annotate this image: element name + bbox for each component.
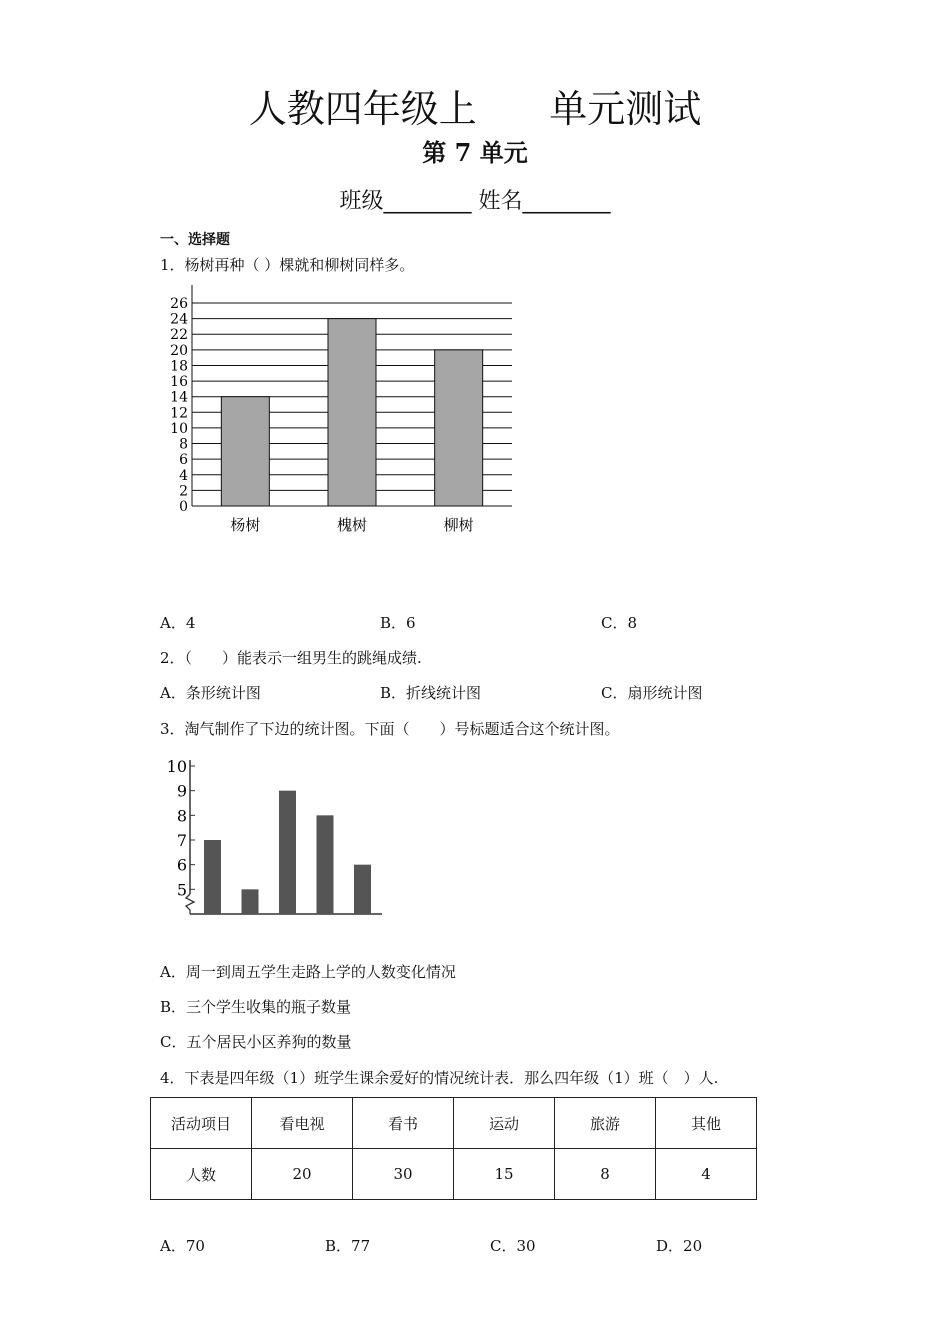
- broken-axis-bar-chart: [160, 752, 400, 927]
- class-name-line: 班级________ 姓名________: [339, 189, 611, 214]
- table-cell: 活动项目: [151, 1098, 252, 1149]
- table-cell: 旅游: [555, 1098, 656, 1149]
- bar: [279, 791, 296, 914]
- bar: [435, 350, 483, 506]
- bar: [354, 865, 371, 914]
- page-subtitle: 第 7 单元: [422, 138, 528, 167]
- table-cell: 20: [252, 1149, 353, 1200]
- page-title: 人教四年级上 单元测试: [248, 87, 702, 131]
- q2-option-a[interactable]: A．条形统计图: [160, 684, 261, 702]
- table-cell: 其他: [656, 1098, 757, 1149]
- x-tick-label: 杨树: [230, 516, 261, 534]
- table-cell: 看书: [353, 1098, 454, 1149]
- q4-option-d[interactable]: D．20: [656, 1237, 703, 1255]
- bar: [221, 397, 269, 506]
- y-tick-label: 18: [170, 358, 188, 375]
- y-tick-label: 6: [176, 855, 187, 875]
- table-header-row: [151, 1098, 757, 1149]
- bar: [242, 889, 259, 914]
- y-tick-label: 2: [179, 483, 188, 500]
- table-cell: 人数: [151, 1149, 252, 1200]
- bar: [204, 840, 221, 914]
- table-row: [151, 1149, 757, 1200]
- y-tick-label: 24: [170, 311, 188, 328]
- x-tick-label: 槐树: [336, 516, 368, 534]
- q4-option-a[interactable]: A．70: [160, 1237, 205, 1255]
- q4-option-c[interactable]: C．30: [490, 1237, 536, 1255]
- table-cell: 8: [555, 1149, 656, 1200]
- y-tick-label: 9: [176, 781, 187, 801]
- q2-option-c[interactable]: C．扇形统计图: [601, 684, 703, 702]
- hobby-stat-table: [150, 1097, 757, 1200]
- q3-option-a[interactable]: A．周一到周五学生走路上学的人数变化情况: [160, 963, 456, 981]
- question-1: 1．杨树再种（ ）棵就和柳树同样多。: [160, 256, 415, 274]
- y-tick-label: 10: [166, 757, 187, 776]
- y-tick-label: 0: [179, 499, 188, 515]
- table-cell: 15: [454, 1149, 555, 1200]
- y-tick-label: 26: [170, 296, 188, 312]
- y-tick-label: 22: [170, 327, 188, 344]
- table-cell: 看电视: [252, 1098, 353, 1149]
- table-cell: 运动: [454, 1098, 555, 1149]
- y-tick-label: 5: [176, 880, 187, 900]
- bar: [317, 815, 334, 914]
- y-tick-label: 4: [179, 467, 188, 484]
- tree-bar-chart: [160, 280, 520, 540]
- question-4: 4．下表是四年级（1）班学生课余爱好的情况统计表．那么四年级（1）班（ ）人.: [160, 1069, 719, 1087]
- y-tick-label: 8: [179, 436, 188, 453]
- question-3: 3．淘气制作了下边的统计图。下面（ ）号标题适合这个统计图。: [160, 720, 620, 738]
- section-heading: 一、选择题: [160, 232, 230, 248]
- y-tick-label: 7: [176, 831, 187, 850]
- y-tick-label: 8: [176, 806, 187, 826]
- table-cell: 4: [656, 1149, 757, 1200]
- bar: [328, 319, 376, 506]
- axis-break-mark: [186, 894, 194, 914]
- y-tick-label: 14: [170, 389, 188, 406]
- q1-option-c[interactable]: C．8: [601, 614, 638, 632]
- y-tick-label: 20: [170, 342, 188, 359]
- q2-option-b[interactable]: B．折线统计图: [380, 684, 482, 702]
- y-tick-label: 16: [170, 374, 188, 391]
- y-tick-label: 10: [170, 420, 188, 437]
- table-cell: 30: [353, 1149, 454, 1200]
- y-tick-label: 6: [179, 452, 188, 469]
- q4-option-b[interactable]: B．77: [325, 1237, 371, 1255]
- q1-option-a[interactable]: A．4: [160, 614, 196, 632]
- x-tick-label: 柳树: [443, 516, 474, 534]
- y-tick-label: 12: [170, 405, 188, 422]
- q3-option-b[interactable]: B．三个学生收集的瓶子数量: [160, 998, 352, 1016]
- q3-option-c[interactable]: C．五个居民小区养狗的数量: [160, 1033, 352, 1051]
- q1-option-b[interactable]: B．6: [380, 614, 416, 632]
- question-2: 2．（ ）能表示一组男生的跳绳成绩.: [160, 649, 422, 667]
